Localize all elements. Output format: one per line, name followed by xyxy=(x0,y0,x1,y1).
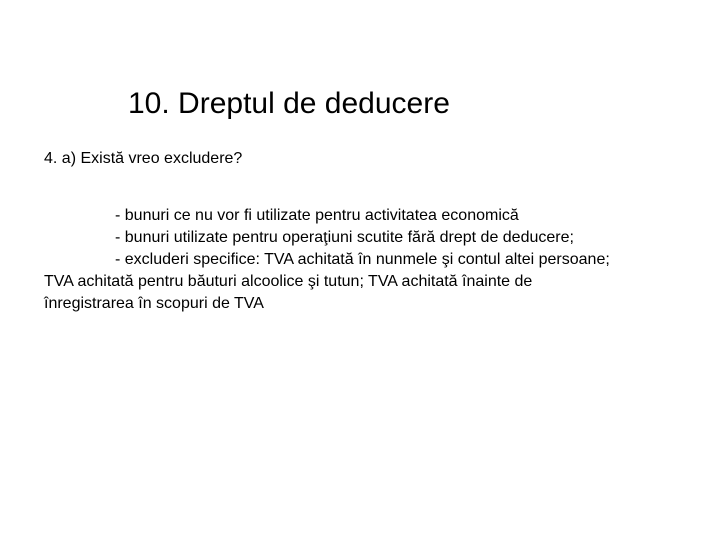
body-line: înregistrarea în scopuri de TVA xyxy=(44,295,264,312)
slide-subtitle: 4. a) Există vreo excludere? xyxy=(44,150,243,167)
body-line: TVA achitată pentru băuturi alcoolice şi tutun; TVA achitată înainte de xyxy=(44,273,533,290)
body-line: - bunuri utilizate pentru operaţiuni scutite fără drept de deducere; xyxy=(115,229,574,246)
body-line: - bunuri ce nu vor fi utilizate pentru activitatea economică xyxy=(115,207,519,224)
slide-body xyxy=(44,205,704,315)
body-line: - excluderi specifice: TVA achitată în nunmele şi contul altei persoane; xyxy=(115,251,610,268)
slide-title: 10. Dreptul de deducere xyxy=(128,87,450,120)
